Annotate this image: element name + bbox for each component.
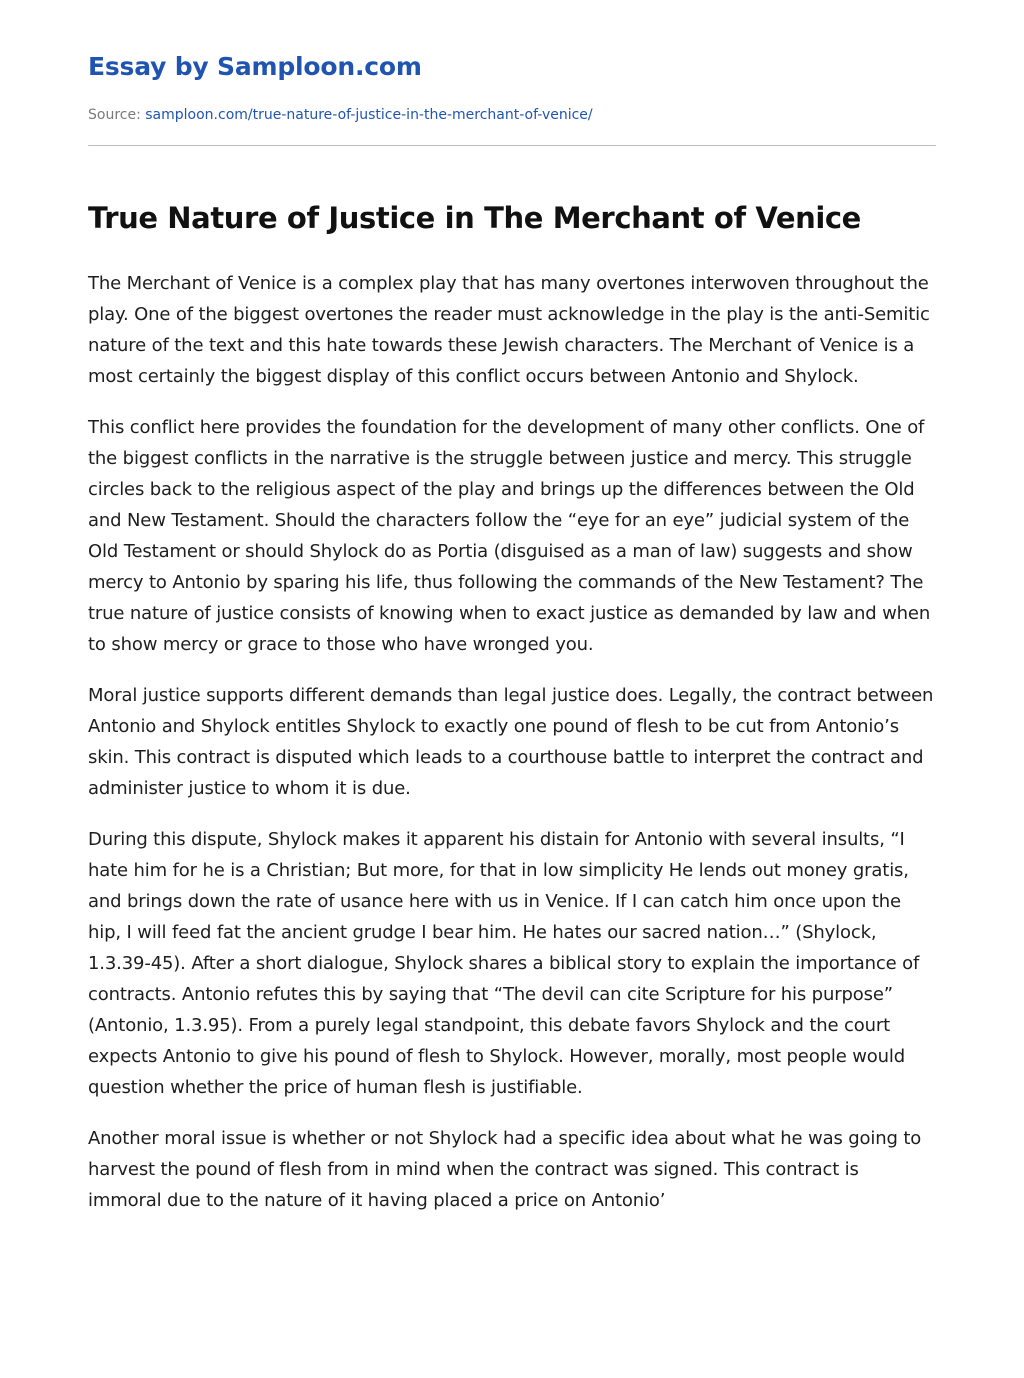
essay-paragraph: Moral justice supports different demands than legal justice does. Legally, the contract between Antonio and Shylock entitles Shylock to exactly one pound of flesh to be cut from Antonio’s skin. This contract is disputed which leads to a courthouse battle to interpret the contract and administer justice to whom it is due. xyxy=(88,685,934,799)
essay-paragraph: This conflict here provides the foundation for the development of many other conflicts. One of the biggest conflicts in the narrative is the struggle between justice and mercy. This struggle circles back to the religious aspect of the play and brings up the differences between the Old and New Testament. Should the characters follow the “eye for an eye” judicial system of the Old Testament or should Shylock do as Portia (disguised as a man of law) suggests and show mercy to Antonio by sparing his life, thus following the commands of the New Testament? The true nature of justice consists of knowing when to exact justice as demanded by law and when to show mercy or grace to those who have wronged you. xyxy=(88,417,931,655)
essay-paragraph: During this dispute, Shylock makes it apparent his distain for Antonio with several insults, “I hate him for he is a Christian; But more, for that in low simplicity He lends out money gratis, and brings down the rate of usance here with us in Venice. If I can catch him once upon the hip, I will feed fat the ancient grudge I bear him. He hates our sacred nation…” (Shylock, 1.3.39-45). After a short dialogue, Shylock shares a biblical story to explain the importance of contracts. Antonio refutes this by saying that “The devil can cite Scripture for his purpose” (Antonio, 1.3.95). From a purely legal standpoint, this debate favors Shylock and the court expects Antonio to give his pound of flesh to Shylock. However, morally, most people would question whether the price of human flesh is justifiable. xyxy=(88,829,920,1098)
source-line xyxy=(88,107,593,123)
source-label: Source: xyxy=(88,107,141,123)
site-brand[interactable]: Essay by Samploon.com xyxy=(88,52,422,81)
source-link[interactable]: samploon.com/true-nature-of-justice-in-the-merchant-of-venice/ xyxy=(145,107,593,123)
essay-paragraph: The Merchant of Venice is a complex play that has many overtones interwoven throughout the play. One of the biggest overtones the reader must acknowledge in the play is the anti-Semitic nature of the text and this hate towards these Jewish characters. The Merchant of Venice is a most certainly the biggest display of this conflict occurs between Antonio and Shylock. xyxy=(88,273,930,387)
header-divider xyxy=(88,145,936,146)
essay-title: True Nature of Justice in The Merchant of Venice xyxy=(88,201,861,235)
essay-body xyxy=(88,268,936,1236)
essay-paragraph: Another moral issue is whether or not Shylock had a specific idea about what he was going to harvest the pound of flesh from in mind when the contract was signed. This contract is immoral due to the nature of it having placed a price on Antonio’ xyxy=(88,1128,922,1211)
